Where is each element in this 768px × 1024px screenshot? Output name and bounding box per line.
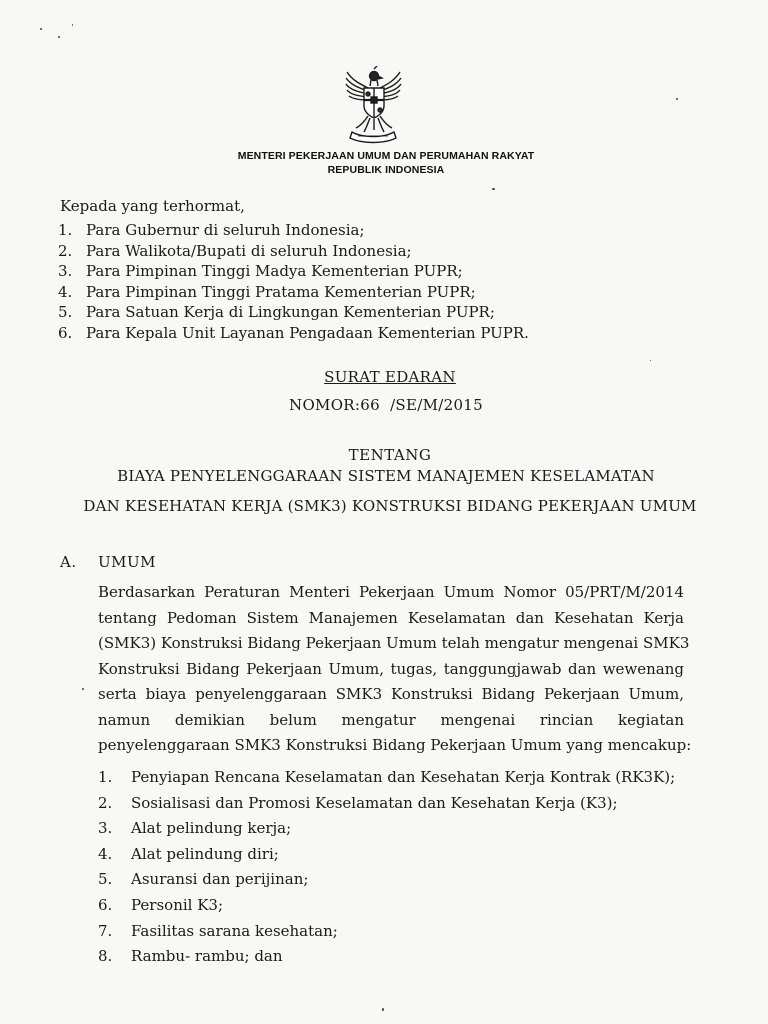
list-item (98, 919, 675, 945)
item-number: 6. (98, 895, 113, 914)
section-title: UMUM (98, 553, 157, 571)
item-number: 8. (98, 947, 113, 966)
paragraph-line: (SMK3) Konstruksi Bidang Pekerjaan Umum telah mengatur mengenai SMK3 (98, 634, 690, 652)
item-number: 5. (98, 870, 113, 889)
item-number: 7. (98, 921, 113, 940)
item-number: 4. (58, 282, 73, 301)
item-number: 5. (58, 303, 73, 322)
item-text: Para Kepala Unit Layanan Pengadaan Kementerian PUPR. (86, 323, 529, 342)
list-item (98, 842, 675, 868)
scan-speck (82, 688, 84, 690)
scan-speck (58, 36, 60, 38)
item-number: 2. (98, 793, 113, 812)
paragraph-line: Konstruksi Bidang Pekerjaan Umum, tugas, tanggungjawab dan wewenang (98, 659, 684, 678)
paragraph-line: penyelenggaraan SMK3 Konstruksi Bidang Pekerjaan Umum yang mencakup: (98, 736, 692, 754)
list-item (58, 261, 529, 282)
scan-speck (40, 28, 42, 30)
item-text: Asuransi dan perijinan; (131, 870, 309, 889)
document-title-line2: DAN KESEHATAN KERJA (SMK3) KONSTRUKSI BIDANG PEKERJAAN UMUM (83, 497, 697, 515)
scan-speck (676, 98, 678, 100)
item-text: Alat pelindung diri; (131, 844, 279, 863)
item-text: Alat pelindung kerja; (131, 819, 292, 838)
document-type: SURAT EDARAN (324, 368, 456, 386)
list-item (58, 282, 529, 303)
scan-speck (382, 1008, 384, 1011)
document-title-line1: BIAYA PENYELENGGARAAN SISTEM MANAJEMEN KESELAMATAN (117, 467, 655, 485)
list-item (98, 893, 675, 919)
about-label: TENTANG (348, 446, 432, 464)
item-number: 4. (98, 844, 113, 863)
item-number: 1. (98, 768, 113, 786)
document-number: NOMOR:66 /SE/M/2015 (289, 396, 483, 414)
item-number: 6. (58, 323, 73, 342)
list-item (98, 944, 675, 970)
scan-speck (492, 188, 495, 190)
activity-list (98, 765, 675, 970)
list-item (58, 241, 529, 262)
list-item (58, 323, 529, 344)
scan-speck (650, 360, 651, 361)
scan-speck (72, 24, 73, 26)
item-text: Para Gubernur di seluruh Indonesia; (86, 221, 365, 239)
list-item (98, 867, 675, 893)
letterhead-title: MENTERI PEKERJAAN UMUM DAN PERUMAHAN RAKYAT (237, 150, 535, 162)
section-letter: A. (60, 553, 77, 571)
paragraph-line: Berdasarkan Peraturan Menteri Pekerjaan Umum Nomor 05/PRT/M/2014 (98, 583, 684, 601)
item-text: Para Pimpinan Tinggi Pratama Kementerian PUPR; (86, 282, 476, 301)
item-text: Penyiapan Rencana Keselamatan dan Kesehatan Kerja Kontrak (RK3K); (131, 768, 676, 786)
item-text: Rambu- rambu; dan (131, 947, 283, 966)
list-item (98, 791, 675, 817)
list-item (58, 220, 529, 241)
item-number: 1. (58, 221, 73, 239)
item-number: 2. (58, 241, 73, 260)
letterhead-subtitle: REPUBLIK INDONESIA (327, 164, 445, 176)
paragraph-line: tentang Pedoman Sistem Manajemen Keselamatan dan Kesehatan Kerja (98, 608, 684, 627)
addressee-greeting: Kepada yang terhormat, (60, 197, 245, 215)
recipient-list (58, 220, 529, 344)
list-item (58, 302, 529, 323)
item-text: Para Walikota/Bupati di seluruh Indonesia; (86, 241, 412, 260)
section-heading (60, 553, 156, 571)
item-text: Para Satuan Kerja di Lingkungan Kementerian PUPR; (86, 303, 495, 322)
item-text: Para Pimpinan Tinggi Madya Kementerian PUPR; (86, 262, 463, 281)
item-text: Personil K3; (131, 895, 224, 914)
paragraph-line: namun demikian belum mengatur mengenai rincian kegiatan (98, 710, 684, 729)
item-number: 3. (98, 819, 113, 838)
section-paragraph (98, 580, 692, 759)
item-text: Sosialisasi dan Promosi Keselamatan dan Kesehatan Kerja (K3); (131, 793, 618, 812)
paragraph-line: serta biaya penyelenggaraan SMK3 Konstruksi Bidang Pekerjaan Umum, (98, 685, 684, 703)
list-item (98, 765, 675, 791)
item-number: 3. (58, 262, 73, 281)
list-item (98, 816, 675, 842)
item-text: Fasilitas sarana kesehatan; (131, 921, 338, 940)
garuda-emblem-icon (344, 66, 402, 144)
